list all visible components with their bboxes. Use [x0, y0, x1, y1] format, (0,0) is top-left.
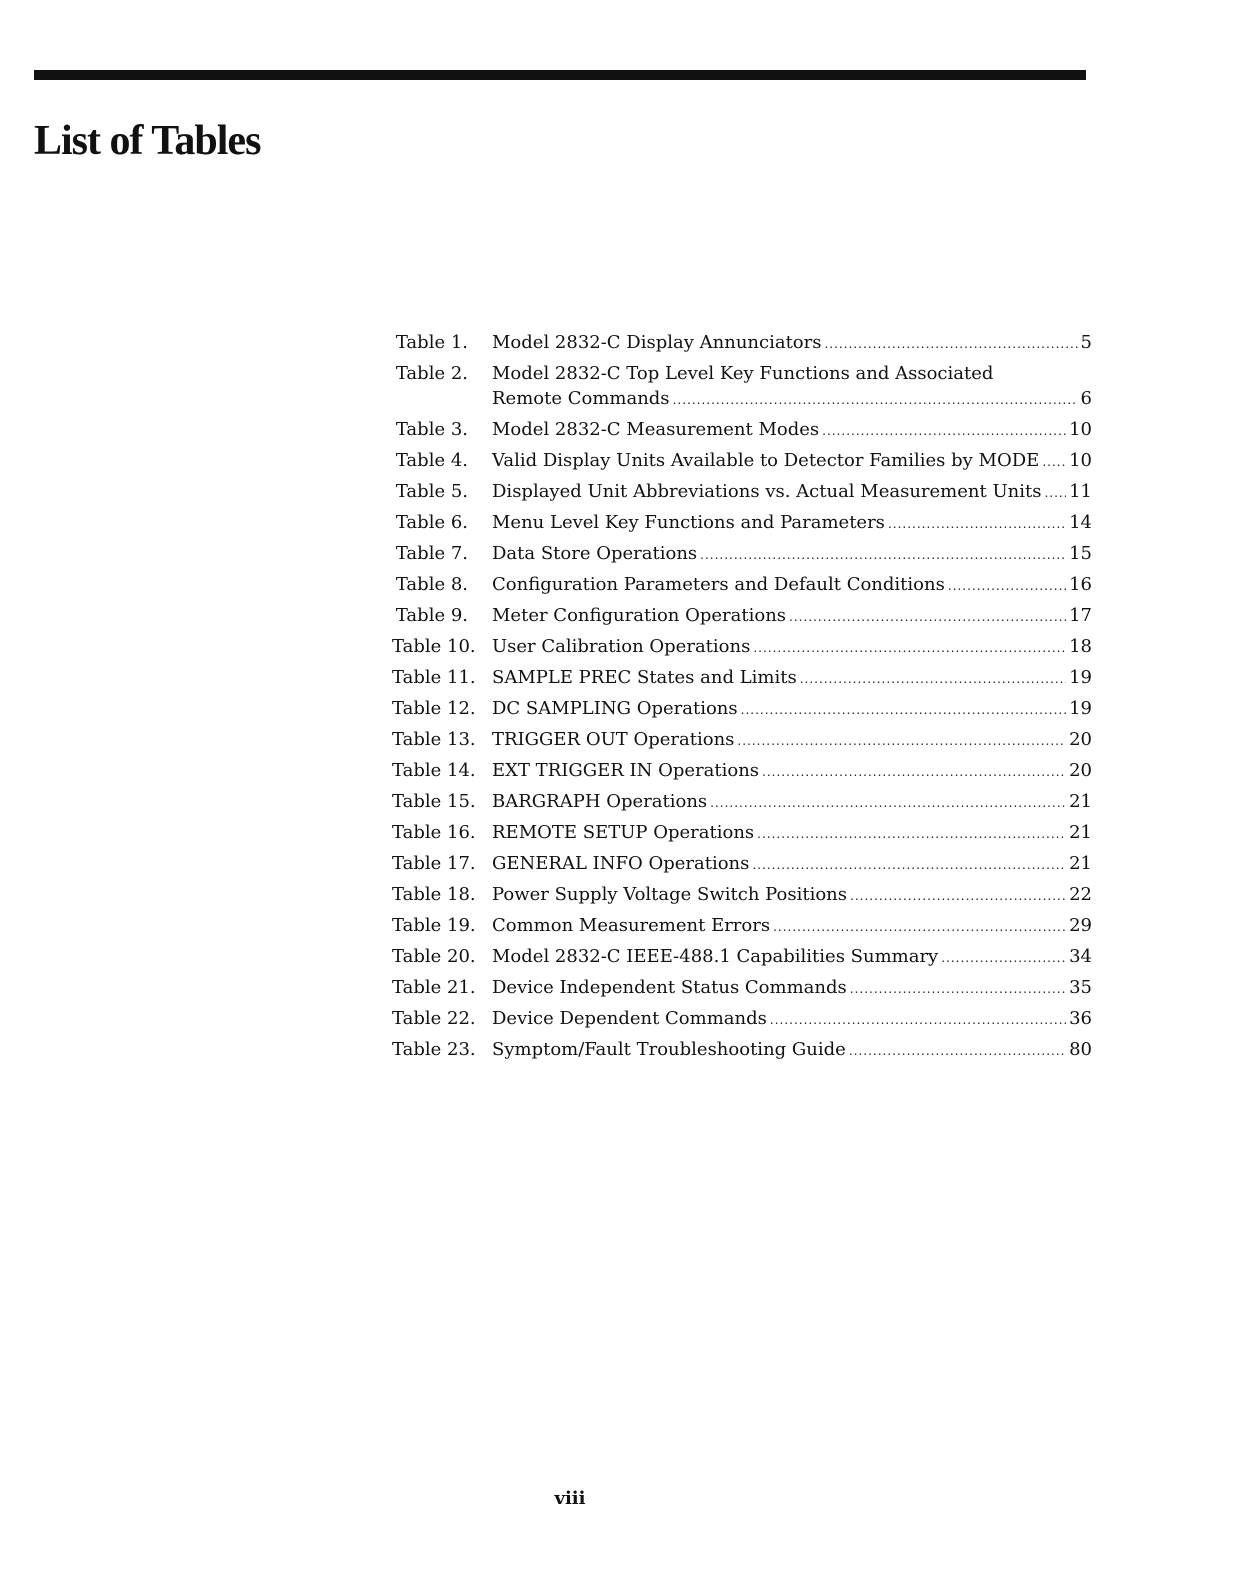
- dot-leader: [789, 605, 1066, 630]
- toc-entry-line: [492, 603, 1092, 630]
- table-number: Table 10.: [392, 636, 476, 657]
- page-number: viii: [554, 1488, 586, 1509]
- toc-entry-line: [492, 510, 1092, 537]
- table-page-number: 16: [1069, 574, 1092, 595]
- dot-leader: [737, 729, 1066, 754]
- table-number: Table 15.: [392, 791, 476, 812]
- table-title: Menu Level Key Functions and Parameters: [492, 512, 885, 533]
- table-title: Displayed Unit Abbreviations vs. Actual Measurement Units: [492, 481, 1042, 502]
- dot-leader: [849, 1039, 1066, 1064]
- table-number: Table 6.: [395, 512, 468, 533]
- table-number: Table 16.: [392, 822, 476, 843]
- table-title: TRIGGER OUT Operations: [492, 729, 735, 750]
- table-number: Table 20.: [392, 946, 476, 967]
- table-number: Table 22.: [392, 1008, 476, 1029]
- top-rule: [34, 70, 1086, 80]
- table-title: DC SAMPLING Operations: [492, 698, 738, 719]
- toc-entry-body: [492, 572, 1092, 599]
- table-number: Table 11.: [392, 667, 476, 688]
- toc-entry-body: [492, 820, 1092, 847]
- toc-entry-16[interactable]: [392, 820, 1092, 847]
- toc-entry-line: [492, 975, 1092, 1002]
- toc-entry-body: [492, 510, 1092, 537]
- table-page-number: 15: [1069, 543, 1092, 564]
- toc-entry-body: [492, 727, 1092, 754]
- toc-entry-6[interactable]: [392, 510, 1092, 537]
- table-title: Device Dependent Commands: [492, 1008, 767, 1029]
- table-number: Table 17.: [392, 853, 476, 874]
- dot-leader: [673, 388, 1078, 413]
- toc-entry-17[interactable]: [392, 851, 1092, 878]
- table-page-number: 36: [1069, 1008, 1092, 1029]
- table-title: Model 2832-C Display Annunciators: [492, 332, 822, 353]
- toc-entry-line: [492, 634, 1092, 661]
- dot-leader: [941, 946, 1066, 971]
- toc-entry-23[interactable]: [392, 1037, 1092, 1064]
- toc-entry-13[interactable]: [392, 727, 1092, 754]
- toc-entry-5[interactable]: [392, 479, 1092, 506]
- table-page-number: 21: [1069, 853, 1092, 874]
- toc-entry-4[interactable]: [392, 448, 1092, 475]
- table-number: Table 12.: [392, 698, 476, 719]
- dot-leader: [762, 760, 1066, 785]
- toc-entry-body: [492, 758, 1092, 785]
- toc-entry-body: [492, 944, 1092, 971]
- toc-entry-body: [492, 448, 1092, 475]
- toc-entry-line: [492, 417, 1092, 444]
- table-title: Meter Configuration Operations: [492, 605, 787, 626]
- toc-entry-body: [492, 882, 1092, 909]
- toc-entry-line: [492, 696, 1092, 723]
- toc-entry-7[interactable]: [392, 541, 1092, 568]
- table-page-number: 5: [1080, 332, 1092, 353]
- table-title: REMOTE SETUP Operations: [492, 822, 755, 843]
- toc-entry-2[interactable]: [392, 361, 1092, 413]
- table-page-number: 11: [1069, 481, 1092, 502]
- table-page-number: 18: [1069, 636, 1092, 657]
- page-title: List of Tables: [34, 118, 261, 164]
- table-number: Table 5.: [395, 481, 468, 502]
- table-page-number: 10: [1069, 419, 1092, 440]
- toc-entry-line: [492, 944, 1092, 971]
- dot-leader: [773, 915, 1066, 940]
- toc-entry-line: [492, 448, 1092, 475]
- dot-leader: [700, 543, 1066, 568]
- toc-entry-line: [492, 727, 1092, 754]
- table-number: Table 18.: [392, 884, 476, 905]
- table-page-number: 34: [1069, 946, 1092, 967]
- toc-entry-body: [492, 1006, 1092, 1033]
- table-number: Table 7.: [395, 543, 468, 564]
- toc-entry-22[interactable]: [392, 1006, 1092, 1033]
- dot-leader: [1042, 450, 1066, 475]
- table-title: Model 2832-C Measurement Modes: [492, 419, 820, 440]
- toc-entry-9[interactable]: [392, 603, 1092, 630]
- dot-leader: [822, 419, 1066, 444]
- table-number: Table 9.: [395, 605, 468, 626]
- table-page-number: 19: [1069, 698, 1092, 719]
- table-page-number: 6: [1080, 388, 1092, 409]
- table-title: GENERAL INFO Operations: [492, 853, 750, 874]
- toc-entry-line: [492, 820, 1092, 847]
- toc-entry-19[interactable]: [392, 913, 1092, 940]
- toc-entry-body: [492, 330, 1092, 357]
- table-number: Table 2.: [395, 363, 468, 384]
- dot-leader: [770, 1008, 1066, 1033]
- toc-entry-line: [492, 479, 1092, 506]
- table-title: SAMPLE PREC States and Limits: [492, 667, 797, 688]
- table-title-line-1: Model 2832-C Top Level Key Functions and Associated: [492, 363, 994, 384]
- table-page-number: 10: [1069, 450, 1092, 471]
- toc-entry-line: [492, 572, 1092, 599]
- table-number: Table 19.: [392, 915, 476, 936]
- table-page-number: 14: [1069, 512, 1092, 533]
- table-number: Table 14.: [392, 760, 476, 781]
- toc-entry-body: [492, 665, 1092, 692]
- toc-entry-3[interactable]: [392, 417, 1092, 444]
- toc-entry-line: [492, 851, 1092, 878]
- toc-entry-8[interactable]: [392, 572, 1092, 599]
- dot-leader: [850, 884, 1066, 909]
- toc-entry-line: [492, 913, 1092, 940]
- table-number: Table 21.: [392, 977, 476, 998]
- table-title: EXT TRIGGER IN Operations: [492, 760, 760, 781]
- dot-leader: [752, 853, 1066, 878]
- dot-leader: [850, 977, 1066, 1002]
- toc-entry-line: [492, 758, 1092, 785]
- table-title: Common Measurement Errors: [492, 915, 771, 936]
- toc-entry-1[interactable]: [392, 330, 1092, 357]
- toc-entry-20[interactable]: [392, 944, 1092, 971]
- toc-entry-15[interactable]: [392, 789, 1092, 816]
- toc-entry-body: [492, 696, 1092, 723]
- toc-entry-body: [492, 789, 1092, 816]
- table-number: Table 8.: [395, 574, 468, 595]
- toc-entry-line: [492, 330, 1092, 357]
- list-of-tables: [392, 330, 1092, 1068]
- toc-entry-line: [492, 789, 1092, 816]
- toc-entry-body: [492, 361, 1092, 413]
- table-title: BARGRAPH Operations: [492, 791, 708, 812]
- table-title: Data Store Operations: [492, 543, 698, 564]
- table-page-number: 20: [1069, 729, 1092, 750]
- table-page-number: 21: [1069, 822, 1092, 843]
- table-page-number: 17: [1069, 605, 1092, 626]
- toc-entry-line: [492, 1037, 1092, 1064]
- toc-entry-21[interactable]: [392, 975, 1092, 1002]
- dot-leader: [710, 791, 1066, 816]
- toc-entry-body: [492, 479, 1092, 506]
- dot-leader: [948, 574, 1066, 599]
- table-title: Remote Commands: [492, 388, 670, 409]
- table-number: Table 3.: [395, 419, 468, 440]
- table-page-number: 29: [1069, 915, 1092, 936]
- table-page-number: 80: [1069, 1039, 1092, 1060]
- table-number: Table 4.: [395, 450, 468, 471]
- toc-entry-18[interactable]: [392, 882, 1092, 909]
- toc-entry-line: [492, 541, 1092, 568]
- dot-leader: [800, 667, 1066, 692]
- table-title: Symptom/Fault Troubleshooting Guide: [492, 1039, 846, 1060]
- table-page-number: 21: [1069, 791, 1092, 812]
- toc-entry-body: [492, 975, 1092, 1002]
- table-page-number: 20: [1069, 760, 1092, 781]
- toc-entry-body: [492, 603, 1092, 630]
- dot-leader: [888, 512, 1066, 537]
- toc-entry-12[interactable]: [392, 696, 1092, 723]
- dot-leader: [741, 698, 1066, 723]
- toc-entry-10[interactable]: [392, 634, 1092, 661]
- table-title: Power Supply Voltage Switch Positions: [492, 884, 848, 905]
- table-page-number: 19: [1069, 667, 1092, 688]
- table-title: Valid Display Units Available to Detector Families by MODE: [492, 450, 1040, 471]
- toc-entry-14[interactable]: [392, 758, 1092, 785]
- toc-entry-body: [492, 417, 1092, 444]
- table-page-number: 35: [1069, 977, 1092, 998]
- toc-entry-line: [492, 386, 1092, 413]
- toc-entry-body: [492, 913, 1092, 940]
- table-number: Table 13.: [392, 729, 476, 750]
- table-title: Device Independent Status Commands: [492, 977, 847, 998]
- table-title: Model 2832-C IEEE-488.1 Capabilities Summary: [492, 946, 939, 967]
- toc-entry-11[interactable]: [392, 665, 1092, 692]
- dot-leader: [824, 332, 1077, 357]
- toc-entry-body: [492, 1037, 1092, 1064]
- toc-entry-line: [492, 1006, 1092, 1033]
- toc-entry-body: [492, 634, 1092, 661]
- table-title: Configuration Parameters and Default Conditions: [492, 574, 945, 595]
- toc-entry-body: [492, 851, 1092, 878]
- table-number: Table 23.: [392, 1039, 476, 1060]
- dot-leader: [1044, 481, 1066, 506]
- toc-entry-line: [492, 665, 1092, 692]
- toc-entry-body: [492, 541, 1092, 568]
- table-title: User Calibration Operations: [492, 636, 751, 657]
- toc-entry-line: [492, 882, 1092, 909]
- table-number: Table 1.: [395, 332, 468, 353]
- dot-leader: [753, 636, 1066, 661]
- table-page-number: 22: [1069, 884, 1092, 905]
- dot-leader: [757, 822, 1066, 847]
